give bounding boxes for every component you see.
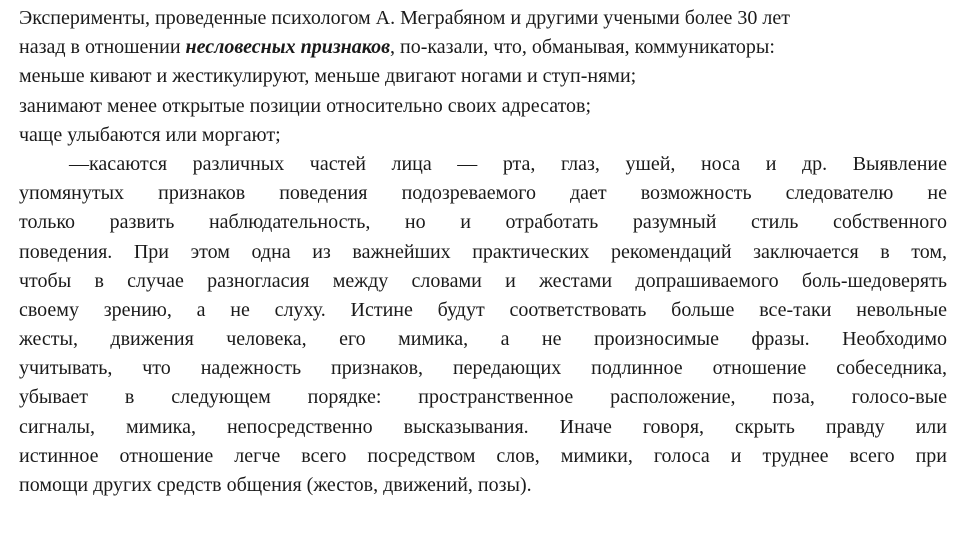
- text-run: назад в отношении: [19, 36, 186, 59]
- text-line: чаще улыбаются или моргают;: [19, 123, 281, 146]
- text-line: Эксперименты, проведенные психологом А. Меграбяном и другими учеными более 30 лет: [19, 7, 790, 29]
- text-line: чтобы в случае разногласия между словами и жестами допрашиваемого боль-шедоверять: [19, 269, 947, 292]
- emphasized-term: несловесных признаков: [185, 36, 391, 59]
- text-line: сигналы, мимика, непосредственно высказывания. Иначе говоря, скрыть правду или: [19, 415, 947, 438]
- text-line: своему зрению, а не слуху. Истине будут соответствовать больше все-таки невольные: [19, 298, 947, 321]
- text-line: меньше кивают и жестикулируют, меньше двигают ногами и ступ-нями;: [19, 65, 637, 88]
- text-line: упомянутых признаков поведения подозреваемого дает возможность следователю не: [19, 182, 947, 205]
- text-line: [19, 33, 947, 62]
- text-line: истинное отношение легче всего посредством слов, мимики, голоса и труднее всего при: [19, 444, 947, 467]
- text-line: только развить наблюдательность, но и отработать разумный стиль собственного: [19, 211, 947, 234]
- text-line: —касаются различных частей лица — рта, глаз, ушей, носа и др. Выявление: [69, 152, 947, 175]
- text-line: жесты, движения человека, его мимика, а не произносимые фразы. Необходимо: [19, 328, 947, 351]
- text-line: учитывать, что надежность признаков, передающих подлинное отношение собеседника,: [19, 357, 947, 380]
- text-line: занимают менее открытые позиции относительно своих адресатов;: [19, 94, 592, 117]
- text-line: поведения. При этом одна из важнейших практических рекомендаций заключается в том,: [19, 240, 947, 263]
- body-text: [19, 4, 947, 500]
- text-run: , по-казали, что, обманывая, коммуникаторы:: [390, 36, 775, 59]
- text-line: убывает в следующем порядке: пространственное расположение, поза, голосо-вые: [19, 386, 947, 409]
- text-line: помощи других средств общения (жестов, движений, позы).: [19, 474, 532, 496]
